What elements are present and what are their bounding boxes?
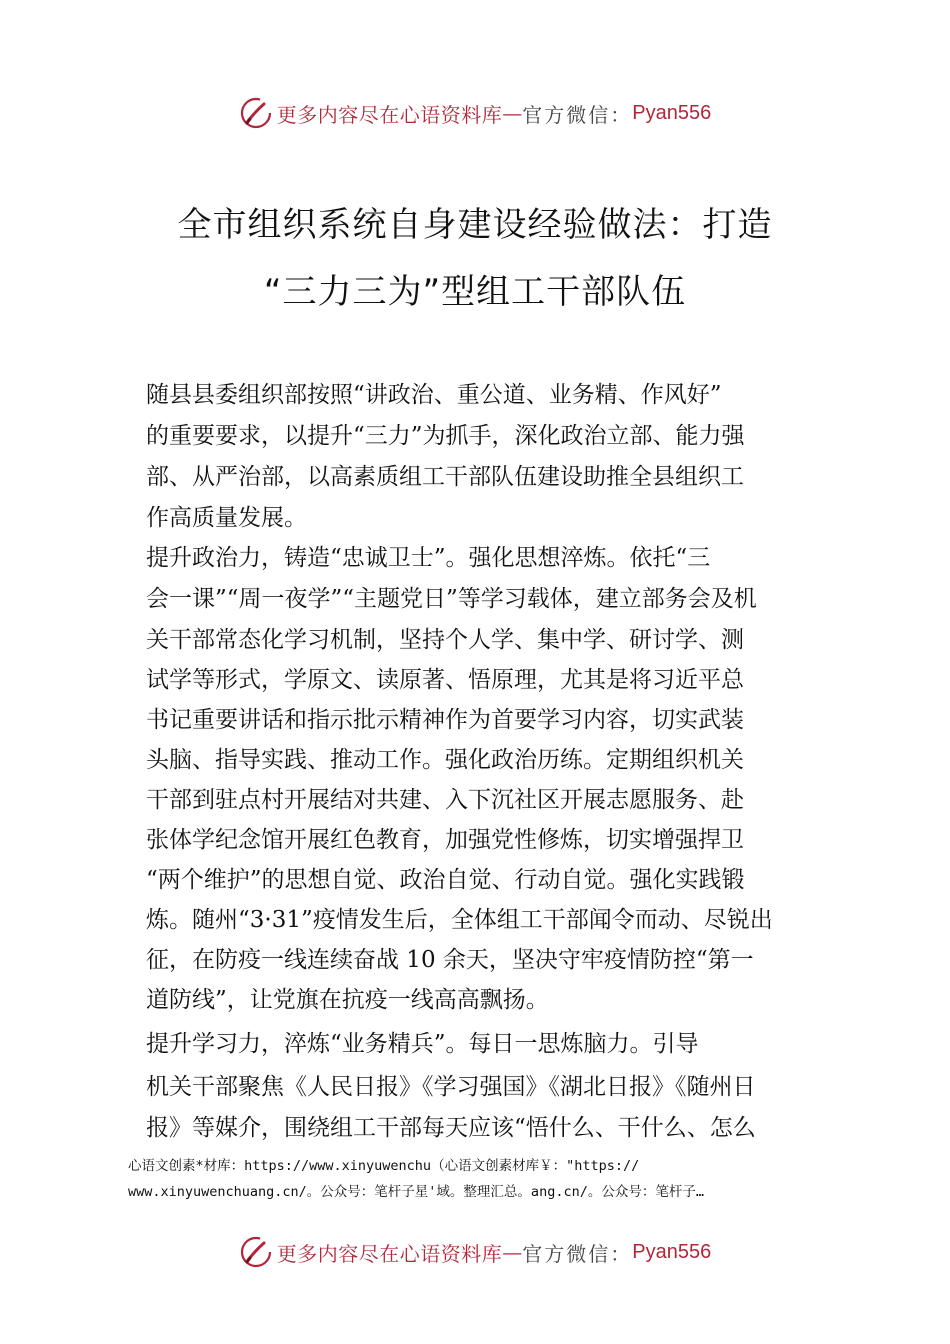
- body-line: 随县县委组织部按照“讲政治、重公道、业务精、作风好”: [146, 382, 722, 408]
- footnote-line: 心语文创素*材库：https://www.xinyuwenchu（心语文创素材库￥："https://: [128, 1158, 640, 1174]
- brush-logo-icon: [239, 96, 273, 130]
- banner-wechat-id: Pyan556: [632, 1240, 712, 1263]
- header-banner: [0, 93, 950, 133]
- body-line: 干部到驻点村开展结对共建、入下沉社区开展志愿服务、赴: [146, 787, 744, 813]
- body-line: 提升政治力，铸造“忠诚卫士”。强化思想淬炼。依托“三: [146, 545, 711, 571]
- body-line: 的重要要求，以提升“三力”为抓手，深化政治立部、能力强: [146, 423, 745, 449]
- document-title-line-1: 全市组织系统自身建设经验做法：打造: [177, 205, 773, 245]
- banner-official-label: 官方微信：: [522, 1241, 633, 1266]
- body-line: 头脑、指导实践、推动工作。强化政治历练。定期组织机关: [146, 747, 744, 773]
- banner-wechat-id: Pyan556: [632, 101, 712, 124]
- body-line: 机关干部聚焦《人民日报》《学习强国》《湖北日报》《随州日: [146, 1074, 756, 1100]
- body-line: 关干部常态化学习机制，坚持个人学、集中学、研讨学、测: [146, 627, 744, 653]
- body-line: 提升学习力，淬炼“业务精兵”。每日一思炼脑力。引导: [146, 1031, 699, 1057]
- brush-logo-icon: [239, 1235, 273, 1269]
- body-line: 书记重要讲话和指示批示精神作为首要学习内容，切实武装: [146, 707, 744, 733]
- body-line: 征，在防疫一线连续奋战 10 余天，坚决守牢疫情防控“第一: [146, 947, 754, 973]
- document-title-line-2: “三力三为”型组工干部队伍: [263, 272, 687, 312]
- body-line: 报》等媒介，围绕组工干部每天应该“悟什么、干什么、怎么: [146, 1115, 756, 1141]
- banner-brand: 更多内容尽在心语资料库: [276, 102, 503, 127]
- banner-brand: 更多内容尽在心语资料库: [276, 1241, 503, 1266]
- banner-official-label: 官方微信：: [522, 102, 633, 127]
- body-line: 会一课”“周一夜学”“主题党日”等学习载体，建立部务会及机: [146, 586, 757, 612]
- banner-separator: —: [502, 101, 523, 125]
- body-line: 炼。随州“3·31”疫情发生后，全体组工干部闻令而动、尽锐出: [146, 907, 773, 933]
- body-line: 张体学纪念馆开展红色教育，加强党性修炼，切实增强捍卫: [146, 827, 744, 853]
- body-line: 作高质量发展。: [146, 505, 307, 531]
- banner-separator: —: [502, 1240, 523, 1264]
- footer-banner: [0, 1232, 950, 1272]
- body-line: 道防线”，让党旗在抗疫一线高高飘扬。: [146, 987, 549, 1013]
- body-line: 部、从严治部，以高素质组工干部队伍建设助推全县组织工: [146, 464, 744, 490]
- body-line: 试学等形式，学原文、读原著、悟原理，尤其是将习近平总: [146, 667, 744, 693]
- body-line: “两个维护”的思想自觉、政治自觉、行动自觉。强化实践锻: [146, 867, 745, 893]
- footnote-line: www.xinyuwenchuang.cn/。公众号：笔杆子星'域。整理汇总。ang.cn/。公众号：笔杆子…: [128, 1184, 704, 1200]
